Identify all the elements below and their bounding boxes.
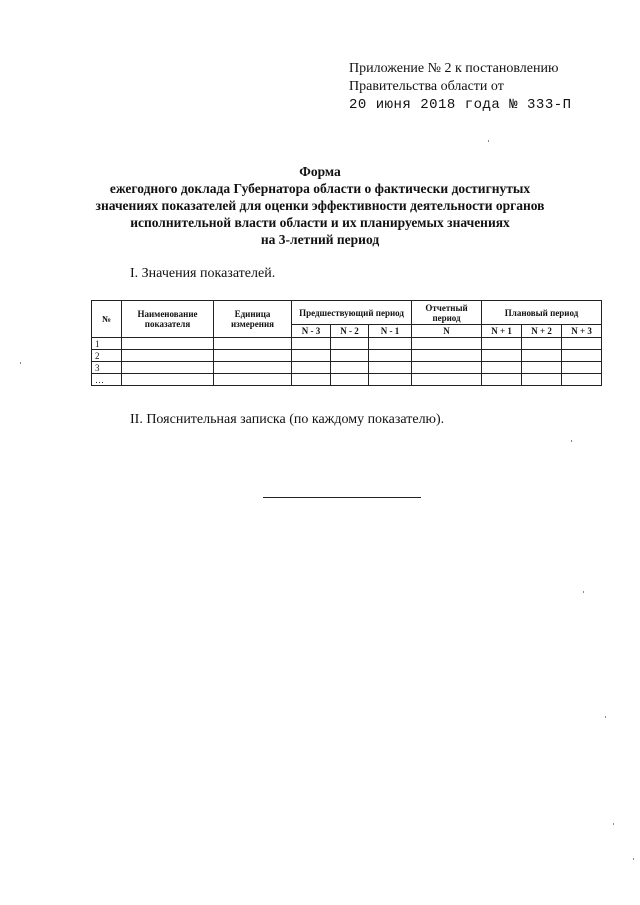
subheader-n-plus-3: N + 3: [562, 325, 602, 338]
table-cell: [214, 374, 292, 386]
table-cell: [482, 350, 522, 362]
appendix-line-1: Приложение № 2 к постановлению: [349, 61, 559, 76]
section-2-heading: II. Пояснительная записка (по каждому показателю).: [130, 412, 445, 427]
title-line-2: ежегодного доклада Губернатора области о фактически достигнутых: [109, 181, 531, 196]
scan-speck: [633, 858, 634, 860]
table-cell: [482, 338, 522, 350]
table-cell: [562, 350, 602, 362]
scan-speck: [488, 140, 489, 142]
table-cell: [122, 338, 214, 350]
table-cell: [292, 362, 331, 374]
table-cell: [122, 374, 214, 386]
table-cell: [522, 338, 562, 350]
table-cell: [369, 374, 412, 386]
table-cell: [331, 338, 369, 350]
header-planned-period: Плановый период: [482, 301, 602, 325]
scan-speck: [613, 823, 614, 825]
scan-speck: [571, 440, 572, 442]
title-line-1: Форма: [299, 164, 341, 179]
table-cell: [412, 374, 482, 386]
subheader-n-minus-3: N - 3: [292, 325, 331, 338]
table-cell: [522, 362, 562, 374]
table-row: [92, 350, 602, 362]
table-cell: [482, 374, 522, 386]
table-cell: [369, 338, 412, 350]
table-cell: [412, 362, 482, 374]
subheader-n-minus-2: N - 2: [331, 325, 369, 338]
appendix-line-2: Правительства области от: [349, 79, 504, 94]
table-cell: [331, 374, 369, 386]
table-cell: [482, 362, 522, 374]
row-number: 2: [92, 350, 122, 362]
section-1-heading: I. Значения показателей.: [130, 266, 276, 281]
subheader-n-plus-1: N + 1: [482, 325, 522, 338]
table-cell: [412, 338, 482, 350]
title-line-4: исполнительной власти области и их планируемых значениях: [130, 215, 510, 230]
row-number: …: [92, 374, 122, 386]
table-cell: [331, 350, 369, 362]
appendix-date-number: 20 июня 2018 года № 333-П: [349, 97, 572, 113]
scan-speck: [583, 591, 584, 593]
table-row: [92, 374, 602, 386]
table-cell: [122, 362, 214, 374]
table-cell: [214, 362, 292, 374]
table-row: [92, 362, 602, 374]
table-cell: [412, 350, 482, 362]
row-number: 1: [92, 338, 122, 350]
row-number: 3: [92, 362, 122, 374]
table-cell: [214, 338, 292, 350]
table-cell: [292, 374, 331, 386]
table-cell: [369, 350, 412, 362]
header-indicator-name: Наименование показателя: [122, 301, 214, 338]
subheader-n: N: [412, 325, 482, 338]
subheader-n-plus-2: N + 2: [522, 325, 562, 338]
table-cell: [331, 362, 369, 374]
table-cell: [522, 374, 562, 386]
table-cell: [292, 350, 331, 362]
table-cell: [292, 338, 331, 350]
table-cell: [369, 362, 412, 374]
table-cell: [214, 350, 292, 362]
title-line-3: значениях показателей для оценки эффективности деятельности органов: [95, 198, 545, 213]
table-cell: [122, 350, 214, 362]
table-cell: [522, 350, 562, 362]
table-row: [92, 338, 602, 350]
header-previous-period: Предшествующий период: [292, 301, 412, 325]
header-reporting-period: Отчетный период: [412, 301, 482, 325]
scan-speck: [20, 362, 21, 364]
table-cell: [562, 374, 602, 386]
scan-speck: [605, 716, 606, 718]
appendix-note: [349, 60, 572, 114]
signature-line: [263, 497, 421, 498]
title-line-5: на 3-летний период: [260, 232, 380, 247]
subheader-n-minus-1: N - 1: [369, 325, 412, 338]
indicators-table: [91, 300, 602, 386]
header-unit: Единица измерения: [214, 301, 292, 338]
table-cell: [562, 362, 602, 374]
form-title: [70, 163, 570, 248]
header-number: №: [92, 301, 122, 338]
table-cell: [562, 338, 602, 350]
